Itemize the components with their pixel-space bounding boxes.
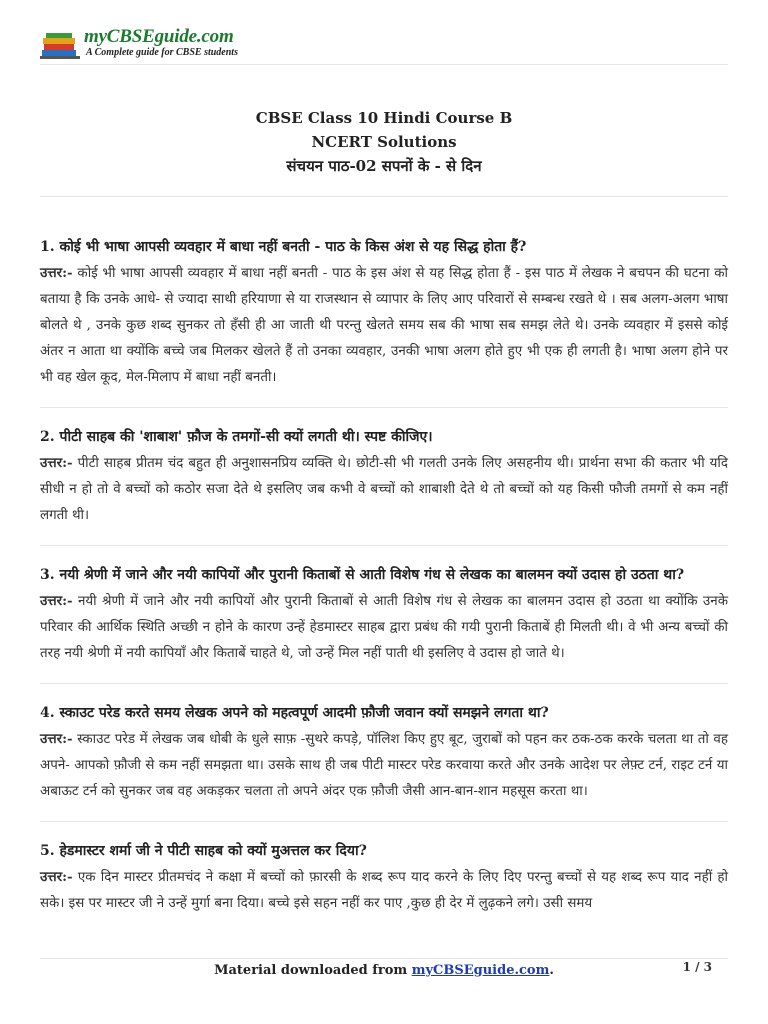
footer: [0, 963, 768, 978]
page-number: 1 / 3: [682, 960, 712, 974]
answer-text: स्काउट परेड में लेखक जब धोबी के धुले साफ़ -सुथरे कपड़े, पॉलिश किए हुए बूट, जुराबों को पहन कर ठक-ठक करके चलता था तो वह अपने- आपको फ़ौजी से कम नहीं समझता था। उसके साथ ही जब पीटी मास्टर परेड करवाया करते और उनके आदेश पर लेफ़्ट टर्न, राइट टर्न या अबाऊट टर्न को सुनकर जब वह अकड़कर चलता तो अपने अंदर एक फ़ौजी जैसी आन-बान-शान महसूस करता था।: [40, 732, 728, 799]
divider: [40, 683, 728, 684]
title-line-2: NCERT Solutions: [311, 133, 457, 151]
answer: [40, 260, 728, 391]
qa-item: [40, 700, 728, 805]
qa-item: [40, 838, 728, 917]
answer-label: उत्तर:-: [40, 869, 73, 885]
answer-text: पीटी साहब प्रीतम चंद बहुत ही अनुशासनप्रिय व्यक्ति थे। छोटी-सी भी गलती उनके लिए असहनीय थी। प्रार्थना सभा की कतार भी यदि सीधी न हो तो वे बच्चों को कठोर सजा देते थे इसलिए जब कभी वे बच्चों को शाबाशी देते थे तो बच्चों को यह किसी फौजी तमगों से कम नहीं लगती थी।: [40, 456, 728, 523]
answer: [40, 864, 728, 917]
qa-list: [40, 234, 728, 917]
header-divider: [40, 64, 728, 65]
answer-text: कोई भी भाषा आपसी व्यवहार में बाधा नहीं बनती - पाठ के इस अंश से यह सिद्ध होता हैं - इस पाठ में लेखक ने बचपन की घटना को बताया है कि उनके आधे- से ज्यादा साथी हरियाणा से या राजस्थान से व्यापार के लिए आए परिवारों से सम्बन्ध रखते थे । सब अलग-अलग भाषा बोलते थे , उनके कुछ शब्द सुनकर तो हँसी ही आ जाती थी परन्तु खेलते समय सब की भाषा सब समझ लेते थे। उनके व्यवहार में इससे कोई अंतर न आता था क्योंकि बच्चे जब मिलकर खेलते हैं तो उनका व्यवहार, उनकी भाषा अलग होते हुए भी एक ही लगती है। भाषा अलग होने पर भी वह खेल कूद, मेल-मिलाप में बाधा नहीं बनती।: [40, 266, 728, 385]
divider: [40, 407, 728, 408]
answer-label: उत्तर:-: [40, 455, 73, 471]
answer: [40, 588, 728, 667]
question: 1. कोई भी भाषा आपसी व्यवहार में बाधा नहीं बनती - पाठ के किस अंश से यह सिद्ध होता हैं?: [40, 239, 527, 255]
footer-prefix: Material downloaded from: [214, 963, 412, 978]
question: 4. स्काउट परेड करते समय लेखक अपने को महत्वपूर्ण आदमी फ़ौजी जवान क्यों समझने लगता था?: [40, 705, 549, 721]
question: 3. नयी श्रेणी में जाने और नयी कापियों और पुरानी किताबों से आती विशेष गंध से लेखक का बालमन क्यों उदास हो उठता था?: [40, 567, 685, 583]
answer-text: नयी श्रेणी में जाने और नयी कापियों और पुरानी किताबों से आती विशेष गंध से लेखक का बालमन उदास हो उठता था क्योंकि उनके परिवार की आर्थिक स्थिति अच्छी न होने के कारण उन्हें हेडमास्टर साहब द्वारा प्रबंध की गयी पुरानी किताबें ही मिलती थी। वे भी अन्य बच्चों की तरह नयी श्रेणी में नयी कापियाँ और किताबें चाहते थे, जो उन्हें मिल नहीं पाती थी इसलिए वे उदास हो जाते थे।: [40, 594, 728, 661]
question: 5. हेडमास्टर शर्मा जी ने पीटी साहब को क्यों मुअत्तल कर दिया?: [40, 843, 367, 859]
footer-link[interactable]: myCBSEguide.com: [411, 963, 550, 978]
answer-label: उत्तर:-: [40, 265, 73, 281]
answer-label: उत्तर:-: [40, 593, 73, 609]
qa-item: [40, 234, 728, 391]
divider: [40, 545, 728, 546]
qa-item: [40, 562, 728, 667]
answer-text: एक दिन मास्टर प्रीतमचंद ने कक्षा में बच्चों को फ़ारसी के शब्द रूप याद करने के लिए दिए परन्तु बच्चों से यह शब्द रूप याद नहीं हो सके। इस पर मास्टर जी ने उन्हें मुर्गा बना दिया। बच्चे इसे सहन नहीं कर पाए ,कुछ ही देर में लुढ़कने लगे। उसी समय: [40, 870, 728, 911]
qa-item: [40, 424, 728, 529]
logo-tagline: A Complete guide for CBSE students: [86, 47, 238, 58]
site-logo[interactable]: [40, 26, 300, 62]
title-line-1: CBSE Class 10 Hindi Course B: [255, 109, 513, 127]
divider: [40, 821, 728, 822]
footer-suffix: .: [549, 963, 554, 978]
title-line-3: संचयन पाठ-02 सपनों के - से दिन: [286, 157, 482, 175]
question: 2. पीटी साहब की 'शाबाश' फ़ौज के तमगों-सी क्यों लगती थी। स्पष्ट कीजिए।: [40, 429, 433, 445]
title-divider: [40, 196, 728, 197]
answer: [40, 450, 728, 529]
document-title: [40, 106, 728, 178]
footer-divider: [40, 958, 728, 959]
answer-label: उत्तर:-: [40, 731, 73, 747]
answer: [40, 726, 728, 805]
logo-name: myCBSEguide.com: [84, 26, 234, 47]
books-icon: [40, 30, 80, 60]
